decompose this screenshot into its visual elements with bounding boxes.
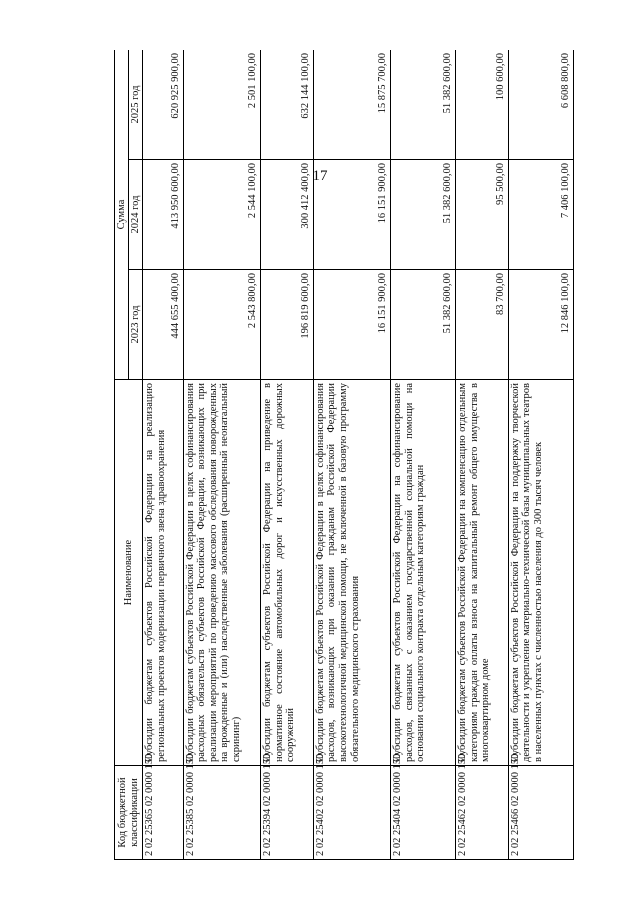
row-value-2024: 2 544 100,00 <box>183 160 260 270</box>
row-value-2024: 51 382 600,00 <box>391 160 456 270</box>
row-value-2025: 51 382 600,00 <box>391 50 456 160</box>
row-name: Субсидии бюджетам субъектов Российской Федерации на поддержку творческой деятельности и укрепление материально-технической базы муниципальных театров в населенных пунктах с численностью населения до 300 тысяч человек <box>508 380 573 766</box>
header-sum: Сумма <box>115 50 129 380</box>
row-value-2024: 7 406 100,00 <box>508 160 573 270</box>
row-value-2023: 16 151 900,00 <box>313 270 390 380</box>
row-value-2025: 620 925 900,00 <box>143 50 184 160</box>
row-code: 2 02 25365 02 0000 150 <box>143 766 184 860</box>
header-code: Код бюджетной классификации <box>115 766 143 860</box>
header-year-2025: 2025 год <box>129 50 143 160</box>
table-row <box>143 50 184 860</box>
row-value-2024: 300 412 400,00 <box>260 160 313 270</box>
rotated-table-area <box>114 50 574 860</box>
row-code: 2 02 25402 02 0000 150 <box>313 766 390 860</box>
row-name: Субсидии бюджетам субъектов Российской Федерации в целях софинансирования расходов, возникающих при оказании гражданам Российской Федерации высокотехнологичной медицинской помощи, не включенной в базовую программу обязательного медицинского страхования <box>313 380 390 766</box>
row-value-2023: 444 655 400,00 <box>143 270 184 380</box>
row-code: 2 02 25462 02 0000 150 <box>456 766 509 860</box>
row-value-2023: 83 700,00 <box>456 270 509 380</box>
table-row <box>391 50 456 860</box>
row-value-2024: 95 500,00 <box>456 160 509 270</box>
row-value-2025: 632 144 100,00 <box>260 50 313 160</box>
row-value-2024: 16 151 900,00 <box>313 160 390 270</box>
row-name: Субсидии бюджетам субъектов Российской Федерации на приведение в нормативное состояние автомобильных дорог и искусственных дорожных сооружений <box>260 380 313 766</box>
table-row <box>313 50 390 860</box>
header-year-2023: 2023 год <box>129 270 143 380</box>
table-row <box>456 50 509 860</box>
row-name: Субсидии бюджетам субъектов Российской Федерации на компенсацию отдельным категориям граждан оплаты взноса на капитальный ремонт общего имущества в многоквартирном доме <box>456 380 509 766</box>
row-code: 2 02 25394 02 0000 150 <box>260 766 313 860</box>
row-code: 2 02 25385 02 0000 150 <box>183 766 260 860</box>
row-value-2024: 413 950 600,00 <box>143 160 184 270</box>
table-row <box>508 50 573 860</box>
row-code: 2 02 25404 02 0000 150 <box>391 766 456 860</box>
row-value-2023: 2 543 800,00 <box>183 270 260 380</box>
row-value-2025: 100 600,00 <box>456 50 509 160</box>
row-name: Субсидии бюджетам субъектов Российской Федерации на софинансирование расходов, связанных с оказанием государственной социальной помощи на основании социального контракта отдельным категориям граждан <box>391 380 456 766</box>
page-number: 17 <box>312 168 328 184</box>
row-value-2025: 2 501 100,00 <box>183 50 260 160</box>
row-value-2023: 196 819 600,00 <box>260 270 313 380</box>
rotated-table-container <box>114 50 574 860</box>
table-row <box>260 50 313 860</box>
budget-table <box>114 50 574 860</box>
row-name: Субсидии бюджетам субъектов Российской Федерации в целях софинансирования расходных обязательств субъектов Российской Федерации, возникающих при реализации мероприятий по проведению массового обследования новорожденных на врожденные и (или) наследственные заболевания (расширенный неонатальный скрининг) <box>183 380 260 766</box>
header-name: Наименование <box>115 380 143 766</box>
row-name: Субсидии бюджетам субъектов Российской Федерации на реализацию региональных проектов модернизации первичного звена здравоохранения <box>143 380 184 766</box>
row-value-2023: 12 846 100,00 <box>508 270 573 380</box>
row-value-2025: 15 875 700,00 <box>313 50 390 160</box>
row-value-2023: 51 382 600,00 <box>391 270 456 380</box>
header-year-2024: 2024 год <box>129 160 143 270</box>
table-row <box>183 50 260 860</box>
row-value-2025: 6 608 800,00 <box>508 50 573 160</box>
row-code: 2 02 25466 02 0000 150 <box>508 766 573 860</box>
